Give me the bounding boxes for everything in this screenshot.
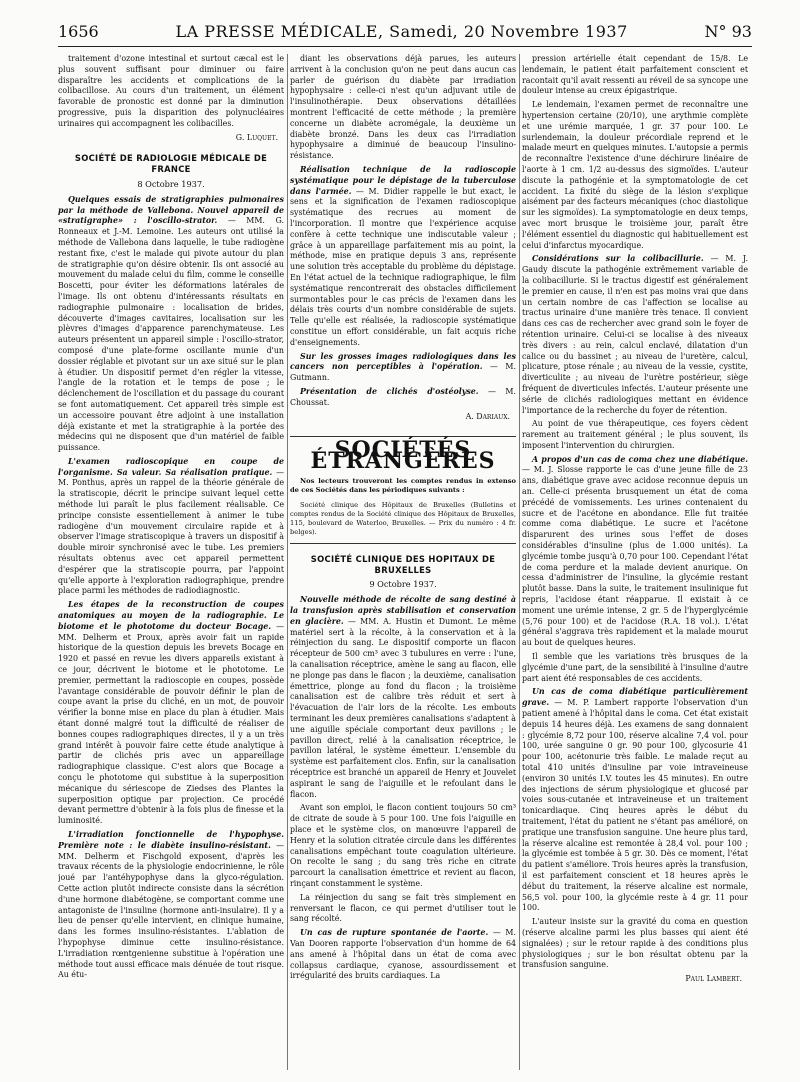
journal-reference: Société clinique des Hôpitaux de Bruxelles (Bulletins et comptes rendus de la Société clinique des Hôpitaux de Bruxelles, 115, boulevard de Waterloo, Bruxelles. — Prix du numéro : 4 fr. belges). [290,500,516,536]
article-title: Considérations sur la colibacillurie. [532,254,704,264]
column-2 [290,54,516,1070]
paragraph: Au point de vue thérapeutique, ces foyers cèdent rarement au traitement général ; le plus souvent, ils imposent l'intervention du chirurgien. [522,419,748,450]
article [290,928,516,982]
section-date: 8 Octobre 1937. [137,178,205,189]
article [58,195,284,454]
article-title: Les étapes de la reconstruction de coupes anatomiques au moyen de la radiographie. Le biotome et le phototome du docteur Bocage. [58,600,284,631]
article-body: — MM. Delherm et Fischgold exposent, d'après les travaux récents de la physiologie endocrinienne, le rôle joué par l'antéhypophyse dans la glyco-régulation. Cette action plutôt indirecte consiste dans la sécrétion d'une hormone diabétogène, se comportant comme une antagoniste de l'insuline (hormone anti-insulaire). Il y a lieu de penser qu'elle intervient, en clinique humaine, dans les formes insulino-résistantes. L'ablation de l'hypophyse diminue cette insulino-résistance. L'irradiation rœntgenienne substitue à l'opération une méthode tout aussi efficace mais dénuée de tout risque. Au étu- [58,840,284,980]
article-title: Quelques essais de stratigraphies pulmonaires par la méthode de Vallebona. Nouvel appareil de «stratigraphe» : l'oscillo-strator. [58,194,284,226]
signature: Paul Lambert. [685,974,742,984]
article-title: Un cas de coma diabétique particulièrement grave. [522,687,748,708]
major-section-heading: SOCIÉTÉS ÉTRANGÈRES [290,436,516,467]
page-number: 1656 [58,21,99,41]
paragraph: diant les observations déjà parues, les auteurs arrivent à la conclusion qu'on ne peut dans aucun cas parler de guérison du diabète par irradiation hypophysaire : celle-ci n'est qu'un adjuvant utile de l'insulinothérapie. Deux observations détaillées montrent l'efficacité de cette méthode ; la première concerne un diabète acromégale, la deuxième un diabète bronzé. Dans les deux cas l'irradiation hypophysaire a diminué de beaucoup l'insulino-résistance. [290,54,516,161]
page-header [58,20,752,42]
article [290,387,516,409]
article-title: L'irradiation fonctionnelle de l'hypophyse. Première note : le diabète insulino-résistant. [58,829,284,850]
article [58,600,284,827]
article-title: Un cas de rupture spontanée de l'aorte. [300,928,489,938]
paragraph: L'auteur insiste sur la gravité du coma en question (réserve alcaline parmi les plus basses qui aient été signalées) ; sur le retour rapide à des conditions plus physiologiques ; sur le bon résultat obtenu par la transfusion sanguine. [522,917,748,970]
article-title: Sur les grosses images radiologiques dans les cancers non perceptibles à l'opération. [290,351,516,372]
divider [290,543,516,544]
article [522,687,748,914]
article-body: — M. J. Slosse rapporte le cas d'une jeune fille de 23 ans, diabétique grave avec acidose reconnue depuis un an. Celle-ci présenta brusquement un état de coma précédé de vomissements. Les urines contenaient du sucre et de l'acétone en abondance. Elle fut traitée comme coma diabétique. Le sucre et l'acétone disparurent des urines sous l'effet de doses considérables d'insuline (plus de 1.000 unités). La glycémie tombe jusqu'à 0,70 pour 100. Cependant l'état de coma perdure et la malade devient anurique. On cessa d'administrer de l'insuline, la glycémie restant plutôt basse. Dans la suite, le traitement insulinique fut repris, l'acidose étant réapparue. Il existait à ce moment une urémie intense, 2 gr. 5 de l'hyperglycémie (5,76 pour 100) et de l'acidose (R.A. 18 vol.). L'état général s'aggrava très rapidement et la malade mourut au bout de quelques heures. [522,465,748,648]
article-body: — M. Ponthus, après un rappel de la théorie générale de la stratiscopie, décrit le principe suivant lequel cette méthode lui paraît le plus facilement réalisable. Ce principe consiste essentiellement à animer le tube radiogène d'un mouvement circulaire rapide et à observer l'image stratiscopique à travers un dispositif à double miroir synchronisé avec le tube. Les premiers résultats obtenus avec cet appareil permettent d'espérer que la stratiscopie pourra, par l'appoint qu'elle apporte à l'exploration radiographique, prendre place parmi les méthodes de radiodiagnostic. [58,467,284,596]
article-title: L'examen radioscopique en coupe de l'organisme. Sa valeur. Sa réalisation pratique. [58,456,284,477]
article [58,457,284,597]
paragraph: traitement d'ozone intestinal et surtout cæcal est le plus souvent suffisant pour diminuer ou faire disparaître les accidents et complications de la colibacillose. Au cours d'un traitement, un élément favorable de pronostic est donné par la diminution progressive, puis la disparition des polynucléaires urinaires qui accompagnent les colibacilles. [58,54,284,128]
paragraph: pression artérielle était cependant de 15/8. Le lendemain, le patient était parfaitement conscient et racontait qu'il avait ressenti au réveil de sa syncope une douleur intense au creux épigastrique. [522,54,748,96]
section-heading: SOCIÉTÉ DE RADIOLOGIE MÉDICALE DE FRANCE [74,153,268,175]
article [522,254,748,416]
article-title: Présentation de clichés d'ostéolyse. [300,386,479,396]
article-title: Réalisation technique de la radioscopie systématique pour le dépistage de la tuberculose dans l'armée. [290,164,516,196]
column-3 [522,54,748,1070]
article-body: — MM. G. Ronneaux et J.-M. Lemoine. Les auteurs ont utilisé la méthode de Vallebona dans laquelle, le tube radiogène restant fixe, c'est le malade qui pivote autour du plan de stratigraphie qu'on désire obtenir. Ils ont associé au mouvement du malade celui du film, comme le conseille Boscetti, pour éviter les déformations latérales de l'image. Ils ont obtenu d'intéressants résultats en radiographie pulmonaire : localisation de brides, découverte d'images cavitaires, localisation sur les plèvres d'images d'apparence parenchymateuse. Les auteurs présentent un appareil simple : l'oscillo-strator, composé d'une plate-forme oscillante munie d'un dossier réglable et pivotant sur un axe situé sur le plan à étudier. Un dispositif permet d'en régler la vitesse, l'angle de la rotation et le temps de pose ; le déclenchement de l'oscillation et du passage du courant se font automatiquement. Cet appareil très simple est un accessoire pouvant être adjoint à une installation déjà existante et met la stratigraphie à la portée des médecins qui ne disposent que d'un matériel de faible puissance. [58,216,284,453]
paragraph: Avant son emploi, le flacon contient toujours 50 cm³ de citrate de soude à 5 pour 100. Une fois l'aiguille en place et le système clos, on manœuvre l'appareil de Henry et la solution citratée circule dans les différentes canalisations empêchant toute coagulation ultérieure. On recolte le sang ; du sang très riche en citrate parcourt la canalisation émettrice et revient au flacon, rinçant constamment le système. [290,803,516,888]
article-title: Nouvelle méthode de récolte de sang destiné à la transfusion après stabilisation et conservation en glacière. [290,595,516,626]
article-body: — M. Van Dooren rapporte l'observation d'un homme de 64 ans amené à l'hôpital dans un état de coma avec collapsus cardiaque, cyanose, assourdissement et irrégularité des bruits cardiaques. La [290,928,516,981]
article [290,352,516,384]
article [58,830,284,981]
journal-title: LA PRESSE MÉDICALE, Samedi, 20 Novembre 1937 [175,21,628,41]
column-divider [519,54,520,1070]
paragraph: La réinjection du sang se fait très simplement en renversant le flacon, ce qui permet d'utiliser tout le sang récolté. [290,892,516,924]
article-body: — MM. A. Hustin et Dumont. Le même matériel sert à la récolte, à la conservation et à la réinjection du sang. Le dispositif comporte un flacon récepteur de 500 cm³ avec 3 tubulures en verre : l'une, la canalisation réceptrice, amène le sang au flacon, elle ne plonge pas dans le flacon ; la deuxième, canalisation émettrice, plonge au fond du flacon ; la troisième canalisation est de calibre très réduit et sert à l'évacuation de l'air lors de la récolte. Les embouts terminant les deux premières canalisations s'adaptent à une aiguille spéciale comportant deux pavillons ; le pavillon direct, relié à la canalisation réceptrice, le pavillon latéral, le système émetteur. L'ensemble du système est parfaitement clos. Enfin, sur la canalisation réceptrice est branché un appareil de Henry et Jouvelet aspirant le sang de l'aiguille et le refoulant dans le flacon. [290,616,516,799]
article-title: A propos d'un cas de coma chez une diabétique. [532,454,748,464]
section-date: 9 Octobre 1937. [369,579,437,590]
signature: G. Luquet. [235,132,278,142]
article-body: — M. Choussat. [290,386,516,407]
article-body: — M. Didier rappelle le but exact, le sens et la signification de l'examen radioscopique systématique des recrues au moment de l'incorporation. Il montre que l'expérience acquise confère à cette technique une indiscutable valeur ; grâce à un appareillage parfaitement mis au point, la méthode, mise en pratique depuis 3 ans, représente une solution très acceptable du problème du dépistage. En l'état actuel de la technique radiographique, le film systématique rencontrerait des obstacles difficilement surmontables pour le cas précis de l'examen dans les délais très courts d'un nombre considérable de sujets. Telle qu'elle est réalisée, la radioscopie systématique constitue un effort considérable, un fait acquis riche d'enseignements. [290,186,516,347]
issue-number: N° 93 [704,21,752,41]
column-divider [287,54,288,1070]
reader-note: Nos lecteurs trouveront les comptes rendus in extenso de ces Sociétés dans les périodiques suivants : [290,476,516,494]
article-body: — MM. Delherm et Proux, après avoir fait un rapide historique de la question depuis les brevets Bocage en 1920 et passé en revue les divers appareils existant à ce jour, décrivent le biotome et le phototome. Le premier, permettant la radioscopie en coupes, possède l'avantage considérable de pouvoir définir le plan de coupe avant la prise du cliché, en un mot, de pouvoir vérifier la bonne mise en place du plan à étudier. Mais étant donné malgré tout la difficulté de réaliser de bonnes coupes radiographiques directes, il y a un très grand intérêt à pouvoir faire cette étude analytique à partir de clichés pris avec un appareillage radiographique classique. C'est alors que Bocage a conçu le phototome qui substitue à la superposition mécanique du sériescope de Ziedses des Plantes la superposition optique par projection. Ce procédé devant permettre d'obtenir à la fois plus de finesse et la luminosité. [58,621,284,826]
column-1 [58,54,284,1070]
article [522,455,748,649]
section-heading: SOCIÉTÉ CLINIQUE DES HOPITAUX DE BRUXELLES [310,553,496,575]
article-body: — M. Gutmann. [290,362,516,383]
paragraph: Le lendemain, l'examen permet de reconnaître une hypertension certaine (20/10), une arythmie complète et une urémie marquée, 1 gr. 37 pour 100. Le surlendemain, la douleur précordiale reprend et le malade meurt en quelques minutes. L'autopsie a permis de reconnaître l'existence d'une déchirure linéaire de l'aorte à 1 cm. 1/2 au-dessus des sigmoïdes. L'auteur discute la pathogénie et la symptomatologie de cet accident. La fixité du siège de la lésion s'explique aisément par des facteurs mécaniques (choc diastolique sur les sigmoïdes). La symptomatologie en deux temps, avec mort brusque le troisième jour, paraît être l'élément essentiel du diagnostic qui habituellement est celui d'infarctus myocardique. [522,100,748,250]
paragraph: Il semble que les variations très brusques de la glycémie d'une part, de la sensibilité à l'insuline d'autre part aient été responsables de ces accidents. [522,652,748,683]
header-rule [58,46,752,47]
article [290,595,516,800]
article [290,165,516,349]
article-body: — M. P. Lambert rapporte l'observation d'un patient amené à l'hôpital dans le coma. Cet état existait depuis 14 heures déjà. Les examens de sang donnaient : glycémie 8,72 pour 100, réserve alcaline 7,4 vol. pour 100, urée sanguine 0 gr. 90 pour 100, glycosurie 41 pour 100, acétonurie très faible. Le malade reçut au total 410 unités d'insuline par voie intraveineuse (environ 30 unités I.V. toutes les 45 minutes). En outre des injections de sérum physiologique et glucosé par voies sous-cutanée et intraveineuse et un traitement tonicardiaque. Cinq heures après le début du traitement, l'état du patient ne s'étant pas amélioré, on pratique une transfusion sanguine. Une heure plus tard, la réserve alcaline est remontée à 28,4 vol. pour 100 ; la glycémie est tombée à 5 gr. 30. Dès ce moment, l'état du patient s'améliore. Trois heures après la transfusion, il est parfaitement conscient et 18 heures après le début du traitement, la réserve alcaline est normale, 56,5 vol. pour 100, la glycémie reste à 4 gr. 11 pour 100. [522,698,748,913]
signature: A. Dariaux. [465,411,510,421]
article-body: — M. J. Gaudy discute la pathogénie extrêmement variable de la colibacillurie. Si le tractus digestif est généralement le premier en cause, il n'en est pas moins vrai que dans un certain nombre de cas l'affection se localise au tractus urinaire d'une manière très tenace. Il convient dans ces cas de rechercher avec grand soin le foyer de rétention urinaire. Celui-ci se localise à des niveaux très divers : au rein, calcul enclavé, dilatation d'un calice ou du bassinet ; au niveau de l'uretère, calcul, plicature, ptose rénale ; au niveau de la vessie, cystite, diverticulite ; au niveau de l'urètre postérieur, siège fréquent de diverticules infectés. L'auteur présente une série de clichés radiologiques mettant en évidence l'importance de la recherche du foyer de rétention. [522,254,748,415]
